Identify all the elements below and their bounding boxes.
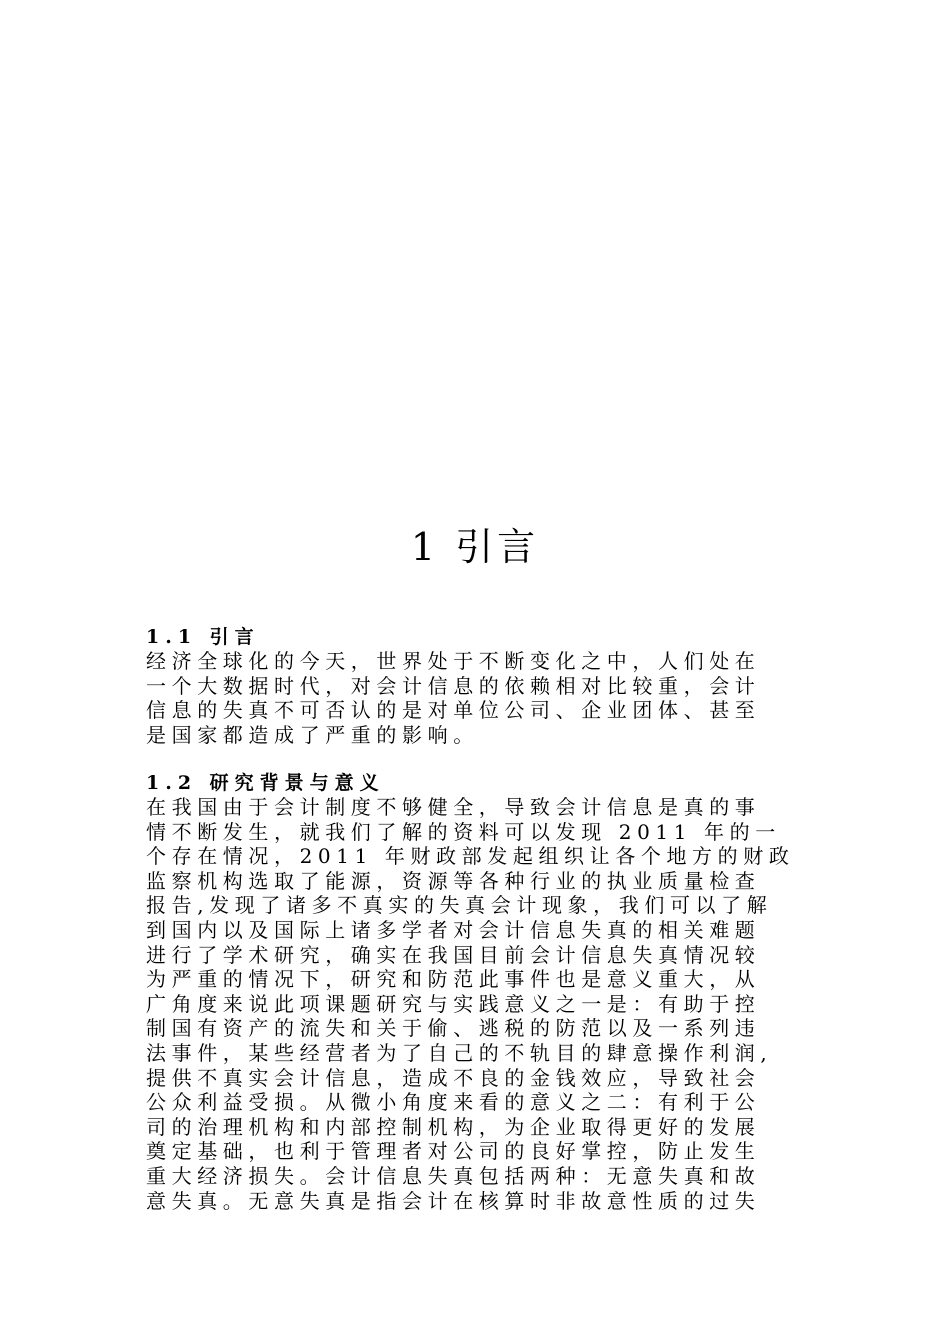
section-1-2 xyxy=(146,771,816,1213)
paragraph-line: 法事件，某些经营者为了自己的不轨目的肆意操作利润, xyxy=(146,1040,773,1065)
paragraph-line: 报告,发现了诸多不真实的失真会计现象，我们可以了解 xyxy=(146,893,773,918)
paragraph-line: 司的治理机构和内部控制机构，为企业取得更好的发展 xyxy=(146,1114,761,1139)
section-1-1 xyxy=(146,625,816,747)
paragraph-line: 制国有资产的流失和关于偷、逃税的防范以及一系列违 xyxy=(146,1016,761,1041)
paragraph-line: 情不断发生，就我们了解的资料可以发现 2011 年的一 xyxy=(146,819,781,844)
paragraph-line: 个存在情况，2011 年财政部发起组织让各个地方的财政 xyxy=(146,844,795,869)
paragraph-line: 提供不真实会计信息，造成不良的金钱效应，导致社会 xyxy=(146,1065,761,1090)
paragraph-line: 奠定基础，也利于管理者对公司的良好掌控，防止发生 xyxy=(146,1139,761,1164)
paragraph-line: 是国家都造成了严重的影响。 xyxy=(146,722,479,747)
chapter-title: 1 引言 xyxy=(410,525,540,569)
paragraph-line: 信息的失真不可否认的是对单位公司、企业团体、甚至 xyxy=(146,698,761,723)
paragraph-line: 公众利益受损。从微小角度来看的意义之二：有利于公 xyxy=(146,1090,761,1115)
paragraph-line: 为严重的情况下，研究和防范此事件也是意义重大，从 xyxy=(146,967,761,992)
paragraph-line: 经济全球化的今天，世界处于不断变化之中，人们处在 xyxy=(146,649,761,673)
paragraph-line: 广角度来说此项课题研究与实践意义之一是：有助于控 xyxy=(146,991,761,1016)
paragraph-line: 进行了学术研究，确实在我国目前会计信息失真情况较 xyxy=(146,942,761,967)
paragraph-line: 在我国由于会计制度不够健全，导致会计信息是真的事 xyxy=(146,795,761,819)
paragraph-line: 一个大数据时代，对会计信息的依赖相对比较重，会计 xyxy=(146,673,761,698)
section-heading: 1.1 引言 xyxy=(146,626,260,648)
paragraph-line: 意失真。无意失真是指会计在核算时非故意性质的过失 xyxy=(146,1188,761,1213)
paragraph-line: 监察机构选取了能源，资源等各种行业的执业质量检查 xyxy=(146,868,761,893)
section-heading: 1.2 研究背景与意义 xyxy=(146,772,385,794)
paragraph-line: 重大经济损失。会计信息失真包括两种：无意失真和故 xyxy=(146,1163,761,1188)
paragraph-line: 到国内以及国际上诸多学者对会计信息失真的相关难题 xyxy=(146,917,761,942)
